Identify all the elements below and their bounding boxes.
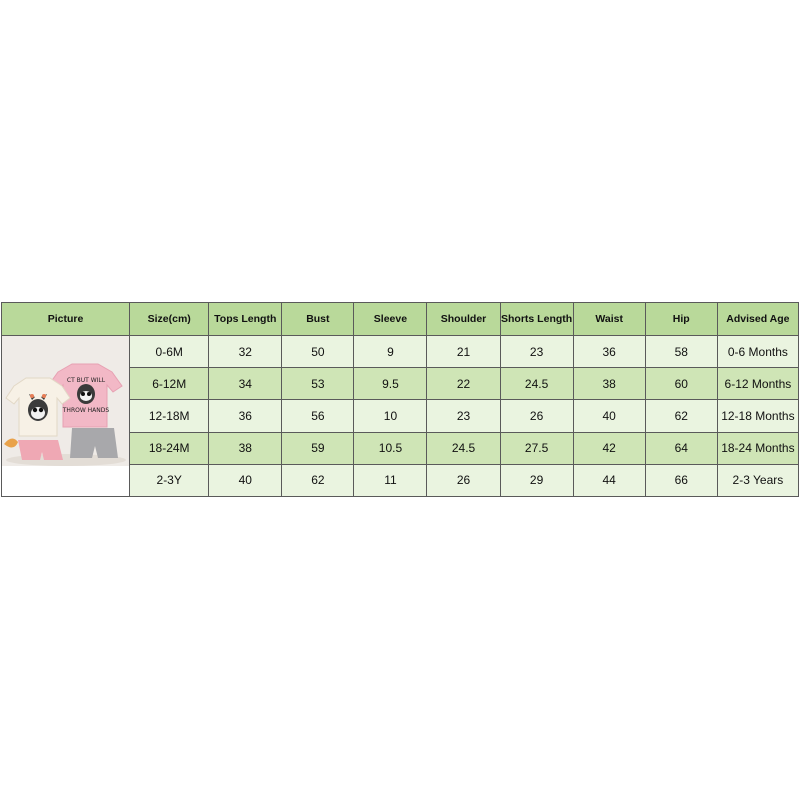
table-cell: 2-3Y — [130, 464, 209, 496]
table-cell: 36 — [209, 400, 282, 432]
table-cell: 6-12 Months — [717, 368, 798, 400]
table-cell: 10.5 — [354, 432, 427, 464]
table-row — [2, 336, 799, 368]
table-cell: 66 — [645, 464, 717, 496]
table-cell: 0-6 Months — [717, 336, 798, 368]
table-cell: 34 — [209, 368, 282, 400]
table-cell: 26 — [427, 464, 500, 496]
pink-shirt-text-bottom: THROW HANDS — [62, 407, 110, 414]
table-cell: 18-24M — [130, 432, 209, 464]
product-picture-cell — [2, 336, 130, 497]
product-photo — [2, 336, 130, 496]
table-cell: 59 — [282, 432, 354, 464]
header-picture: Picture — [2, 303, 130, 336]
table-cell: 50 — [282, 336, 354, 368]
table-cell: 42 — [573, 432, 645, 464]
header-waist: Waist — [573, 303, 645, 336]
table-cell: 9.5 — [354, 368, 427, 400]
table-cell: 0-6M — [130, 336, 209, 368]
table-cell: 6-12M — [130, 368, 209, 400]
header-sleeve: Sleeve — [354, 303, 427, 336]
table-cell: 23 — [500, 336, 573, 368]
table-cell: 44 — [573, 464, 645, 496]
table-cell: 40 — [573, 400, 645, 432]
table-cell: 12-18 Months — [717, 400, 798, 432]
header-shoulder: Shoulder — [427, 303, 500, 336]
table-cell: 11 — [354, 464, 427, 496]
header-shorts-length: Shorts Length — [500, 303, 573, 336]
table-cell: 40 — [209, 464, 282, 496]
table-cell: 62 — [645, 400, 717, 432]
raccoon-outfit-photo-icon — [2, 336, 130, 466]
header-advised-age: Advised Age — [717, 303, 798, 336]
table-cell: 23 — [427, 400, 500, 432]
table-cell: 21 — [427, 336, 500, 368]
table-cell: 29 — [500, 464, 573, 496]
header-row — [2, 303, 799, 336]
table-cell: 9 — [354, 336, 427, 368]
table-cell: 18-24 Months — [717, 432, 798, 464]
table-cell: 12-18M — [130, 400, 209, 432]
photo-background — [2, 336, 130, 466]
table-cell: 38 — [209, 432, 282, 464]
header-tops-length: Tops Length — [209, 303, 282, 336]
header-size: Size(cm) — [130, 303, 209, 336]
table-cell: 53 — [282, 368, 354, 400]
table-cell: 22 — [427, 368, 500, 400]
table-cell: 56 — [282, 400, 354, 432]
table-cell: 24.5 — [427, 432, 500, 464]
header-hip: Hip — [645, 303, 717, 336]
size-chart-table — [1, 302, 799, 497]
table-cell: 58 — [645, 336, 717, 368]
table-cell: 64 — [645, 432, 717, 464]
photo-blank-area — [2, 466, 130, 496]
header-bust: Bust — [282, 303, 354, 336]
table-cell: 38 — [573, 368, 645, 400]
table-cell: 24.5 — [500, 368, 573, 400]
table-cell: 36 — [573, 336, 645, 368]
table-cell: 27.5 — [500, 432, 573, 464]
table-cell: 32 — [209, 336, 282, 368]
table-cell: 10 — [354, 400, 427, 432]
table-cell: 2-3 Years — [717, 464, 798, 496]
table-cell: 62 — [282, 464, 354, 496]
pink-shirt-text-top: CT BUT WILL — [66, 377, 106, 384]
table-cell: 26 — [500, 400, 573, 432]
table-cell: 60 — [645, 368, 717, 400]
